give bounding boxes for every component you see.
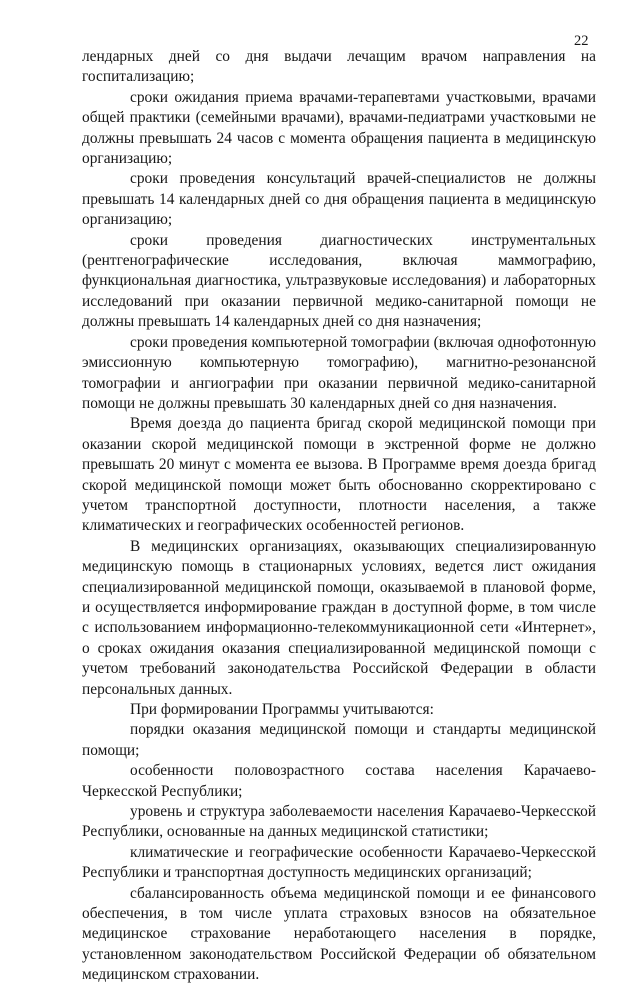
page-number: 22	[574, 33, 589, 49]
paragraph-ambulance-arrival: Время доезда до пациента бригад скорой медицинской помощи при оказании скорой медицинской помощи в экстренной форме не должно превышать 20 минут с момента ее вызова. В Программе время доезда бригад скорой медицинской помощи может быть обоснованно скорректировано с учетом транспортной доступности, плотности населения, а также климатических и географических особенностей регионов.	[82, 415, 596, 535]
paragraph-tomography: сроки проведения компьютерной томографии (включая однофотонную эмиссионную компьютерную томографию), магнитно-резонансной томографии и ангиографии при оказании первичной медико-санитарной помощи не должны превышать 30 календарных дней со дня назначения.	[82, 333, 596, 412]
paragraph-morbidity: уровень и структура заболеваемости населения Карачаево-Черкесской Республики, основанные на данных медицинской статистики;	[82, 803, 596, 841]
paragraph-hospitalization-referral: лендарных дней со дня выдачи лечащим врачом направления на госпитализацию;	[82, 48, 596, 86]
paragraph-care-standards: порядки оказания медицинской помощи и стандарты медицинской помощи;	[82, 721, 596, 759]
paragraph-financial-balance: сбалансированность объема медицинской помощи и ее финансового обеспечения, в том числе уплата страховых взносов на обязательное медицинское страхование неработающего населения в порядке, установленном законодательством Российской Федерации об обязательном медицинском страховании.	[82, 884, 596, 984]
paragraph-diagnostic-tests: сроки проведения диагностических инструментальных (рентгенографические исследования, включая маммографию, функциональная диагностика, ультразвуковые исследования) и лабораторных исследований при оказании первичной медико-санитарной помощи не должны превышать 14 календарных дней со дня назначения;	[82, 231, 596, 331]
paragraph-therapist-wait: сроки ожидания приема врачами-терапевтами участковыми, врачами общей практики (семейными врачами), врачами-педиатрами участковыми не должны превышать 24 часов с момента обращения пациента в медицинскую организацию;	[82, 88, 596, 168]
paragraph-waiting-list: В медицинских организациях, оказывающих специализированную медицинскую помощь в стационарных условиях, ведется лист ожидания специализированной медицинской помощи, оказываемой в плановой форме, и осуществляется информирование граждан в доступной форме, в том числе с использованием информационно-телекоммуникационной сети «Интернет», о сроках ожидания оказания специализированной медицинской помощи с учетом требований законодательства Российской Федерации в области персональных данных.	[82, 537, 596, 698]
paragraph-program-factors-intro: При формировании Программы учитываются:	[130, 701, 434, 718]
document-body	[82, 47, 596, 986]
paragraph-specialist-consult: сроки проведения консультаций врачей-специалистов не должны превышать 14 календарных дней со дня обращения пациента в медицинскую организацию;	[82, 170, 596, 229]
paragraph-climate-geography: климатические и географические особенности Карачаево-Черкесской Республики и транспортная доступность медицинских организаций;	[82, 843, 596, 882]
paragraph-age-sex-structure: особенности половозрастного состава населения Карачаево-Черкесской Республики;	[82, 762, 596, 800]
